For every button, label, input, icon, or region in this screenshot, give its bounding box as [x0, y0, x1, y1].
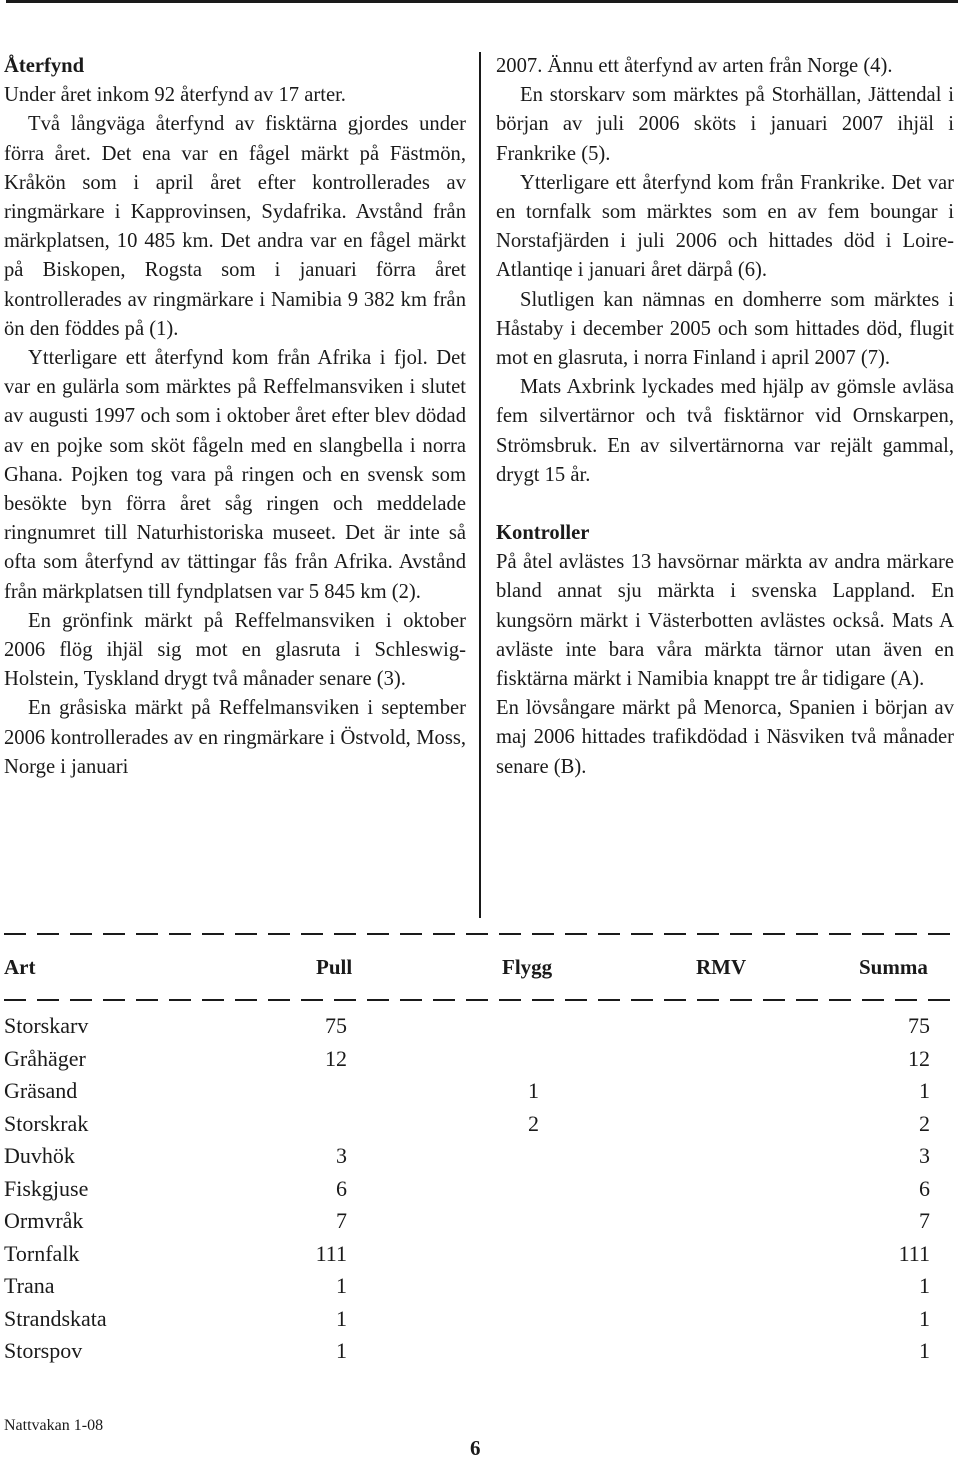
table-row: [4, 1303, 956, 1336]
cell-art: Ormvråk: [4, 1208, 84, 1233]
cell-art: Gräsand: [4, 1078, 78, 1103]
table-header: [4, 950, 956, 984]
cell-art: Fiskgjuse: [4, 1175, 89, 1201]
cell-summa: 12: [908, 1045, 930, 1071]
cell-summa: 7: [919, 1208, 930, 1233]
table-row: [4, 1043, 956, 1076]
cell-pull: 1: [336, 1338, 347, 1363]
table-row: [4, 1335, 956, 1368]
paragraph: Slutligen kan nämnas en domherre som märktes i Håstaby i december 2005 och som hittades död, flugit mot en glasruta, i norra Finland i april 2007 (7).: [496, 288, 954, 370]
paragraph: Ytterligare ett återfynd kom från Afrika i fjol. Det var en gulärla som märktes på Reffelmansviken i slutet av augusti 1997 och som i oktober året efter blev dödad av en pojke som sköt fågeln med en slangbella i norra Ghana. Pojken tog vara på ringen och en svensk som besökte byn förra året såg ringen och meddelade ringnumret till Naturhistoriska museet. Det är inte så ofta som återfynd av tättingar fås från Afrika. Avstånd från märkplatsen till fyndplatsen var 5 845 km (2).: [4, 347, 466, 603]
paragraph: Två långväga återfynd av fisktärna gjordes under förra året. Det ena var en fågel märkt på Fästmön, Kråkön som i april året efter kontrollerades av ringmärkare i Kapprovinsen, Sydafrika. Avstånd från märkplatsen, 10 485 km. Det andra var en fågel märkt på Biskopen, Rogsta som i januari förra året kontrollerades av ringmärkare i Namibia 9 382 km från ön den föddes på (1).: [4, 113, 466, 340]
paragraph: På åtel avlästes 13 havsörnar märkta av andra märkare bland annat sju märkta i svenska Lappland. En kungsörn märkt i Västerbotten avlästes också. Mats A avläste inte bara våra märkta tärnor utan även en fisktärna märkt i Namibia knappt tre år tidigare (A).: [496, 551, 954, 691]
publication-label: Nattvakan 1-08: [4, 1417, 104, 1434]
table-top-rule: [4, 933, 956, 935]
right-column: [496, 52, 954, 782]
paragraph: En lövsångare märkt på Menorca, Spanien i början av maj 2006 hittades trafikdödad i Näsviken två månader senare (B).: [496, 697, 954, 778]
cell-flygg: 1: [528, 1078, 539, 1103]
cell-art: Storspov: [4, 1338, 83, 1363]
cell-summa: 2: [919, 1110, 930, 1136]
table-row: [4, 1173, 956, 1206]
cell-summa: 1: [919, 1273, 930, 1298]
paragraph: En storskarv som märktes på Storhällan, Jättendal i början av juli 2006 sköts i januari 2007 ihjäl i Frankrike (5).: [496, 84, 954, 165]
cell-flygg: 2: [528, 1110, 539, 1136]
cell-pull: 75: [325, 1013, 347, 1038]
column-header-summa: Summa: [859, 955, 928, 979]
table-row: [4, 1238, 956, 1271]
section-heading-kontroller: Kontroller: [496, 522, 590, 545]
table-row: [4, 1140, 956, 1173]
column-header-flygg: Flygg: [502, 955, 553, 979]
cell-pull: 1: [336, 1273, 347, 1298]
column-header-rmv: RMV: [696, 955, 747, 979]
paragraph: Ytterligare ett återfynd kom från Frankrike. Det var en tornfalk som märktes som en av fem boungar i Norstafjärden i juli 2006 och hittades död i Loire-Atlantiqe i januari året därpå (6).: [496, 171, 954, 282]
cell-pull: 111: [315, 1240, 347, 1266]
section-heading-aterfynd: Återfynd: [4, 55, 85, 77]
cell-summa: 1: [919, 1305, 930, 1331]
cell-summa: 3: [919, 1143, 930, 1168]
table-row: [4, 1075, 956, 1108]
cell-art: Duvhök: [4, 1143, 75, 1168]
page-number: 6: [470, 1436, 481, 1460]
table-row: [4, 1270, 956, 1303]
cell-pull: 12: [325, 1045, 347, 1071]
left-column: [4, 52, 466, 782]
cell-summa: 111: [898, 1240, 930, 1266]
paragraph: En grönfink märkt på Reffelmansviken i oktober 2006 flög ihjäl sig mot en glasruta i Schleswig-Holstein, Tyskland drygt två månader senare (3).: [4, 609, 466, 691]
table-row: [4, 1108, 956, 1141]
cell-pull: 6: [336, 1175, 347, 1201]
table-header-rule: [4, 999, 956, 1001]
cell-art: Gråhäger: [4, 1045, 86, 1071]
paragraph: En gråsiska märkt på Reffelmansviken i september 2006 kontrollerades av en ringmärkare i Östvold, Moss, Norge i januari: [4, 697, 466, 778]
cell-summa: 75: [908, 1013, 930, 1038]
cell-summa: 6: [919, 1175, 930, 1201]
table-body: [4, 1010, 956, 1368]
cell-art: Strandskata: [4, 1305, 107, 1331]
cell-pull: 1: [336, 1305, 347, 1331]
table-row: [4, 1010, 956, 1043]
column-divider: [479, 52, 481, 918]
table-row: [4, 1205, 956, 1238]
cell-art: Storskrak: [4, 1110, 89, 1136]
cell-summa: 1: [919, 1078, 930, 1103]
column-header-art: Art: [4, 955, 36, 979]
cell-pull: 7: [336, 1208, 347, 1233]
cell-pull: 3: [336, 1143, 347, 1168]
cell-art: Trana: [4, 1273, 55, 1298]
top-rule: [6, 0, 958, 3]
paragraph: Mats Axbrink lyckades med hjälp av gömsle avläsa fem silvertärnor och två fisktärnor vid Ornskarpen, Strömsbruk. En av silvertärnorna var rejält gammal, drygt 15 år.: [496, 376, 954, 486]
cell-art: Storskarv: [4, 1013, 89, 1038]
cell-art: Tornfalk: [4, 1240, 80, 1266]
cell-summa: 1: [919, 1338, 930, 1363]
paragraph: 2007. Ännu ett återfynd av arten från Norge (4).: [496, 55, 893, 77]
paragraph: Under året inkom 92 återfynd av 17 arter.: [4, 84, 346, 107]
column-header-pull: Pull: [316, 955, 353, 979]
